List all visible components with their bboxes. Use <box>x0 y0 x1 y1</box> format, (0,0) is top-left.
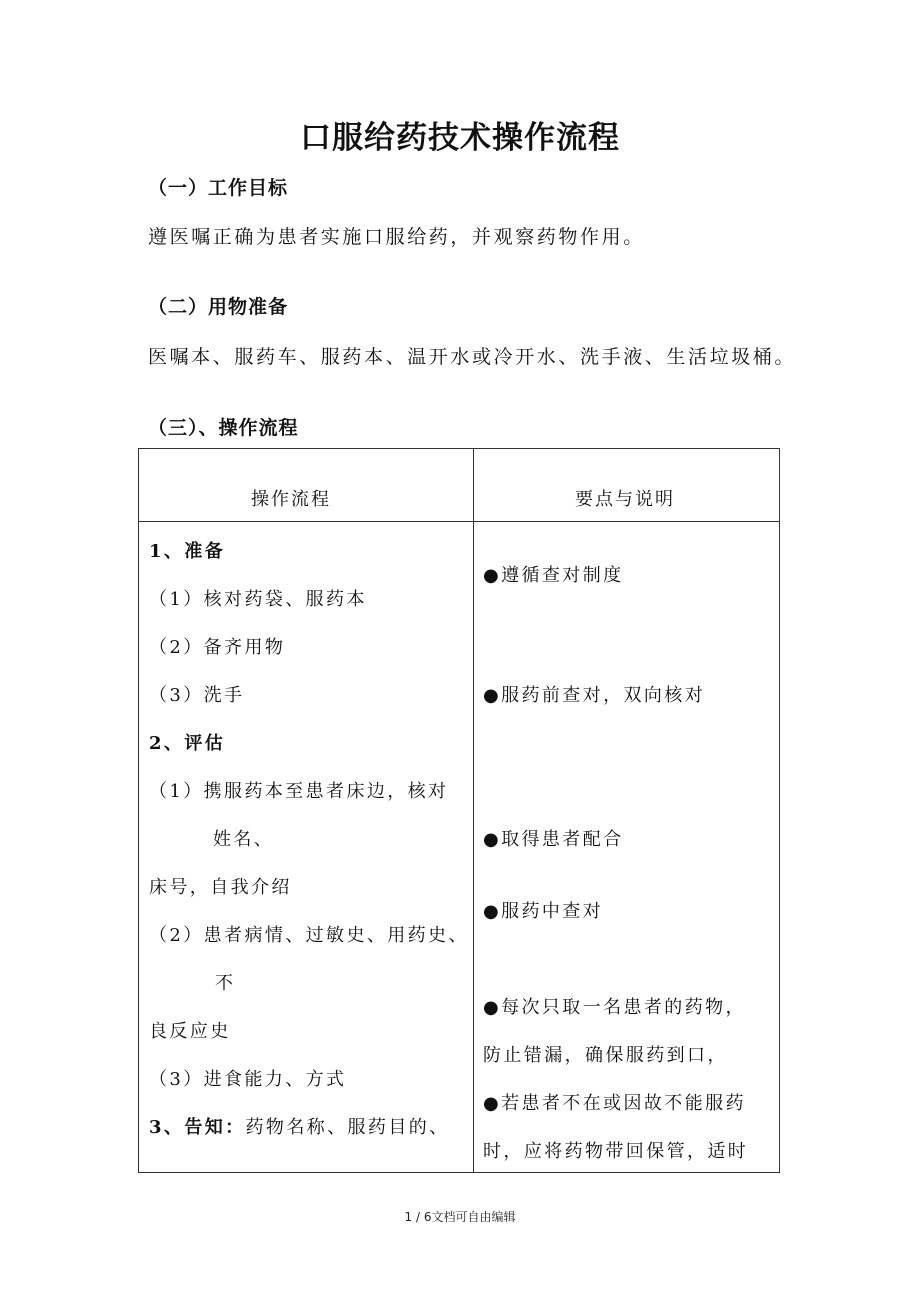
step-prepare: 1、准备 <box>149 541 226 562</box>
section-text-supplies: 医嘱本、服药车、服药本、温开水或冷开水、洗手液、生活垃圾桶。 <box>148 346 797 368</box>
step-item: （1）携服药本至患者床边，核对 <box>149 781 449 802</box>
note-item-continued: 防止错漏，确保服药到口， <box>483 1045 728 1066</box>
step-item-continued: 姓名、 <box>213 829 275 850</box>
step-item-continued: 不 <box>215 973 236 994</box>
step-item-continued: 良反应史 <box>149 1021 231 1042</box>
note-item: ●每次只取一名患者的药物， <box>483 997 746 1018</box>
step-item: （2）患者病情、过敏史、用药史、 <box>149 925 469 946</box>
step-inform-text: 药物名称、服药目的、 <box>245 1117 450 1138</box>
section-heading-procedure: （三）、操作流程 <box>148 417 299 439</box>
note-item: ●服药中查对 <box>483 901 604 922</box>
section-text-goal: 遵医嘱正确为患者实施口服给药，并观察药物作用。 <box>148 226 645 248</box>
step-item-continued: 床号，自我介绍 <box>149 877 292 898</box>
table-header-divider <box>139 521 779 522</box>
step-assess: 2、评估 <box>149 733 226 754</box>
note-item: ●遵循查对制度 <box>483 565 624 586</box>
note-item: ●服药前查对，双向核对 <box>483 685 706 706</box>
page-title: 口服给药技术操作流程 <box>300 120 620 156</box>
note-item: ●取得患者配合 <box>483 829 624 850</box>
step-item: （3）进食能力、方式 <box>149 1069 347 1090</box>
note-item-continued: 时，应将药物带回保管，适时 <box>483 1141 749 1162</box>
step-item: （1）核对药袋、服药本 <box>149 589 367 610</box>
step-inform <box>149 1113 450 1139</box>
table-header-procedure: 操作流程 <box>251 489 331 510</box>
section-heading-supplies: （二）用物准备 <box>148 296 289 318</box>
step-inform-label: 3、告知： <box>149 1117 246 1138</box>
table-column-divider <box>473 449 474 1172</box>
note-item: ●若患者不在或因故不能服药 <box>483 1093 746 1114</box>
procedure-table <box>138 448 780 1173</box>
step-item: （2）备齐用物 <box>149 637 286 658</box>
step-item: （3）洗手 <box>149 685 245 706</box>
section-heading-goal: （一）工作目标 <box>148 177 289 199</box>
page-footer: 1 / 6文档可自由编辑 <box>404 1210 516 1224</box>
table-header-notes: 要点与说明 <box>575 489 675 510</box>
